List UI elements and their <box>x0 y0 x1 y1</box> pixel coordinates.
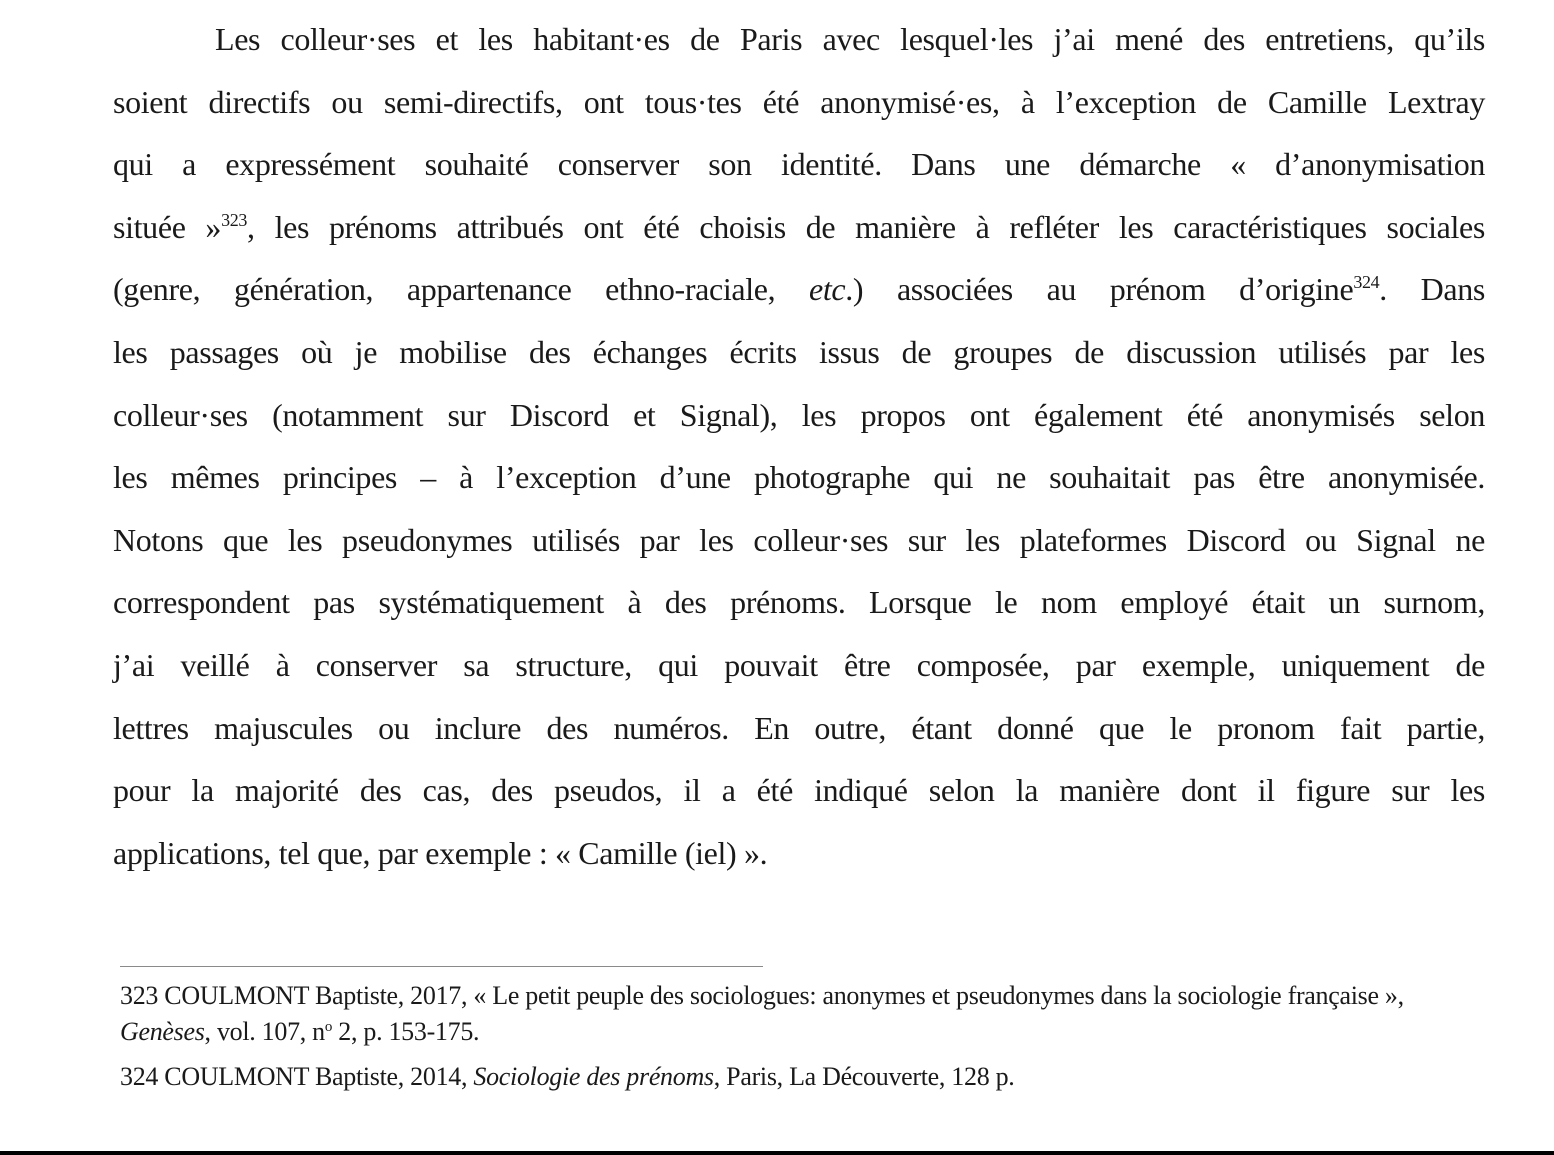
text-line <box>113 822 1485 885</box>
line-text-segment: (genre, génération, appartenance ethno-raciale, <box>113 271 810 308</box>
line-text-segment: . Dans <box>1379 271 1485 308</box>
italic-etc: etc <box>809 271 846 308</box>
footnote-text: COULMONT Baptiste, 2014, <box>158 1062 474 1091</box>
footnote-book-title: Sociologie des prénoms <box>473 1062 714 1091</box>
line-text: lettres majuscules ou inclure des numéros. En outre, étant donné que le pronom fait partie, <box>113 709 1485 746</box>
footnote-ref-324[interactable]: 324 <box>1353 272 1380 293</box>
line-text-segment: .) associées au prénom d’origine <box>845 271 1354 308</box>
line-text: soient directifs ou semi-directifs, ont tous·tes été anonymisé·es, à l’exception de Camille Lextray <box>113 83 1485 120</box>
footnote-ref-323[interactable]: 323 <box>221 209 248 230</box>
line-text: j’ai veillé à conserver sa structure, qui pouvait être composée, par exemple, uniquement de <box>113 646 1485 683</box>
text-line <box>113 509 1485 572</box>
line-text: pour la majorité des cas, des pseudos, il a été indiqué selon la manière dont il figure sur les <box>113 772 1485 809</box>
text-line <box>113 446 1485 509</box>
line-text: colleur·ses (notamment sur Discord et Signal), les propos ont également été anonymisés selon <box>113 396 1485 433</box>
text-line <box>113 759 1485 822</box>
text-line <box>113 321 1485 384</box>
text-line <box>113 571 1485 634</box>
line-text: Notons que les pseudonymes utilisés par les colleur·ses sur les plateformes Discord ou Signal ne <box>113 521 1485 558</box>
footnote-journal-title: Genèses <box>120 1017 205 1046</box>
footnotes <box>120 978 1500 1095</box>
text-line <box>113 384 1485 447</box>
page-bottom-border <box>0 1151 1554 1155</box>
line-text <box>113 271 1485 307</box>
text-line <box>113 133 1485 196</box>
footnote-text: , vol. 107, n <box>204 1017 325 1046</box>
text-line <box>113 634 1485 697</box>
text-line <box>113 258 1485 321</box>
footnote-324 <box>120 1059 1500 1095</box>
text-line <box>113 697 1485 760</box>
text-line <box>113 196 1485 259</box>
body-paragraph <box>113 8 1485 884</box>
text-line <box>113 8 1485 71</box>
footnote-text: 2, p. 153-175. <box>332 1017 480 1046</box>
footnote-323 <box>120 978 1500 1050</box>
footnote-text: COULMONT Baptiste, 2017, « Le petit peuple des sociologues: anonymes et pseudonymes dans la sociologie française », <box>158 981 1404 1010</box>
footnote-superscript: o <box>324 1019 333 1035</box>
footnote-text: , Paris, La Découverte, 128 p. <box>713 1062 1015 1091</box>
line-text: les mêmes principes – à l’exception d’une photographe qui ne souhaitait pas être anonymisée. <box>113 459 1485 496</box>
line-text: correspondent pas systématiquement à des prénoms. Lorsque le nom employé était un surnom, <box>113 584 1485 621</box>
line-text-segment: , les prénoms attribués ont été choisis de manière à refléter les caractéristiques sociales <box>247 208 1486 245</box>
line-text: applications, tel que, par exemple : « Camille (iel) ». <box>113 834 768 871</box>
line-text: Les colleur·ses et les habitant·es de Paris avec lesquel·les j’ai mené des entretiens, qu’ils <box>215 21 1485 57</box>
text-line <box>113 71 1485 134</box>
footnote-number: 323 <box>120 981 159 1010</box>
footnote-number: 324 <box>120 1062 159 1091</box>
footnote-separator <box>120 966 763 967</box>
line-text: qui a expressément souhaité conserver son identité. Dans une démarche « d’anonymisation <box>113 146 1485 183</box>
line-text-segment: située » <box>113 208 222 245</box>
line-text <box>113 209 1485 245</box>
line-text: les passages où je mobilise des échanges écrits issus de groupes de discussion utilisés par les <box>113 333 1485 370</box>
